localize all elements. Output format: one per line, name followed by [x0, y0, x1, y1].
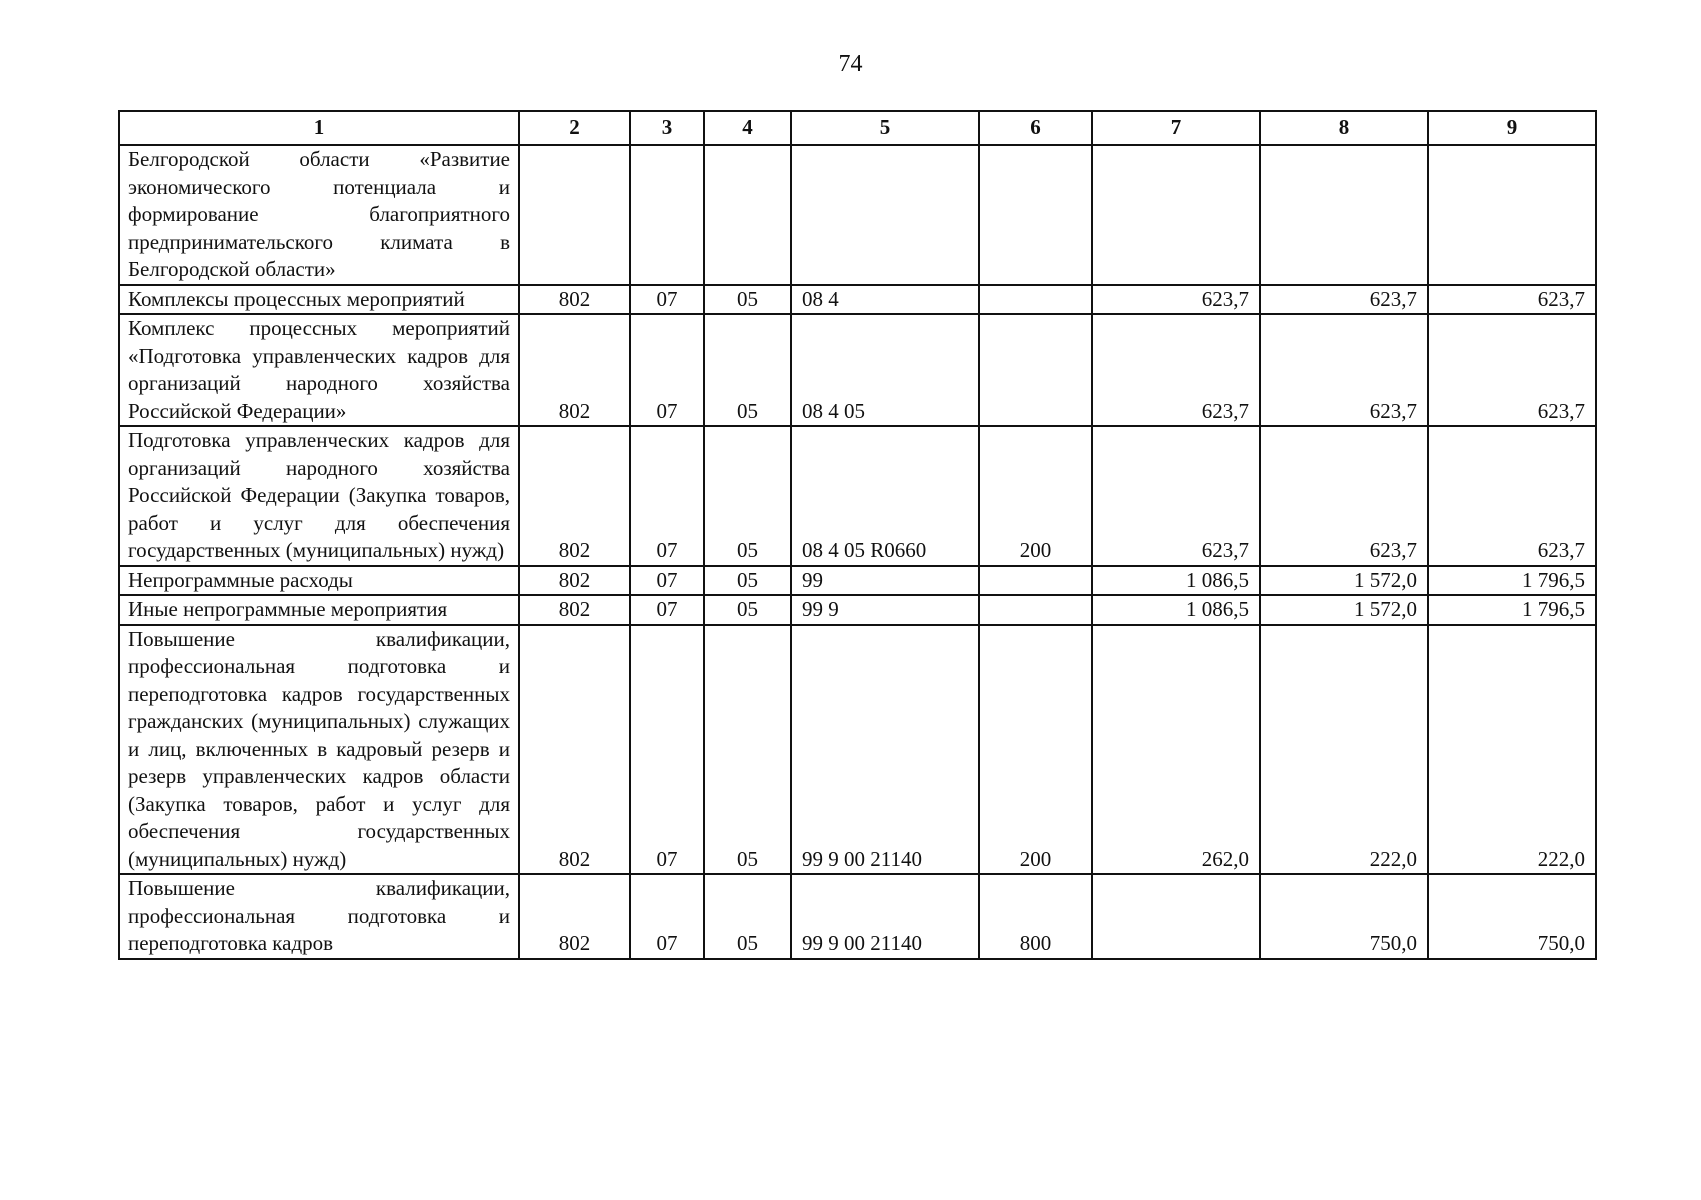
amount-col8-cell: 1 572,0: [1260, 566, 1428, 596]
row-name-cell: Непрограммные расходы: [119, 566, 519, 596]
owner-code-cell: 802: [519, 426, 630, 566]
budget-table: [118, 110, 1597, 960]
table-row: [119, 595, 1596, 625]
amount-col9-cell: 623,7: [1428, 314, 1596, 426]
expense-type-cell: 200: [979, 426, 1092, 566]
expense-type-cell: 200: [979, 625, 1092, 875]
amount-col8-cell: 623,7: [1260, 285, 1428, 315]
owner-code-cell: 802: [519, 874, 630, 959]
amount-col9-cell: 222,0: [1428, 625, 1596, 875]
subsection-cell: 05: [704, 595, 791, 625]
expense-type-cell: [979, 285, 1092, 315]
amount-col9-cell: 623,7: [1428, 285, 1596, 315]
table-row: [119, 145, 1596, 285]
subsection-cell: 05: [704, 314, 791, 426]
amount-col8-cell: 623,7: [1260, 426, 1428, 566]
target-article-cell: 99 9 00 21140: [791, 625, 979, 875]
amount-col7-cell: [1092, 145, 1260, 285]
section-cell: 07: [630, 314, 704, 426]
target-article-cell: 08 4 05 R0660: [791, 426, 979, 566]
target-article-cell: 08 4: [791, 285, 979, 315]
amount-col7-cell: 623,7: [1092, 314, 1260, 426]
table-row: [119, 426, 1596, 566]
amount-col7-cell: 623,7: [1092, 426, 1260, 566]
row-name-cell: Комплексы процессных мероприятий: [119, 285, 519, 315]
row-name-cell: Белгородской области «Развитие экономического потенциала и формирование благоприятного предпринимательского климата в Белгородской области»: [119, 145, 519, 285]
target-article-cell: 08 4 05: [791, 314, 979, 426]
subsection-cell: 05: [704, 285, 791, 315]
header-cell-9: 9: [1428, 111, 1596, 145]
target-article-cell: [791, 145, 979, 285]
header-cell-2: 2: [519, 111, 630, 145]
header-cell-5: 5: [791, 111, 979, 145]
table-row: [119, 874, 1596, 959]
amount-col7-cell: 1 086,5: [1092, 566, 1260, 596]
amount-col7-cell: 262,0: [1092, 625, 1260, 875]
amount-col8-cell: 1 572,0: [1260, 595, 1428, 625]
amount-col8-cell: 623,7: [1260, 314, 1428, 426]
page-number: 74: [838, 51, 863, 77]
owner-code-cell: 802: [519, 566, 630, 596]
target-article-cell: 99: [791, 566, 979, 596]
expense-type-cell: 800: [979, 874, 1092, 959]
section-cell: 07: [630, 285, 704, 315]
header-cell-1: 1: [119, 111, 519, 145]
owner-code-cell: 802: [519, 625, 630, 875]
row-name-cell: Повышение квалификации, профессиональная подготовка и переподготовка кадров государственных гражданских (муниципальных) служащих и лиц, включенных в кадровый резерв и резерв управленческих кадров области (Закупка товаров, работ и услуг для обеспечения государственных (муниципальных) нужд): [119, 625, 519, 875]
header-row: [119, 111, 1596, 145]
section-cell: 07: [630, 595, 704, 625]
subsection-cell: 05: [704, 566, 791, 596]
expense-type-cell: [979, 595, 1092, 625]
header-cell-6: 6: [979, 111, 1092, 145]
owner-code-cell: 802: [519, 285, 630, 315]
header-cell-8: 8: [1260, 111, 1428, 145]
amount-col9-cell: 623,7: [1428, 426, 1596, 566]
header-cell-4: 4: [704, 111, 791, 145]
subsection-cell: 05: [704, 426, 791, 566]
amount-col8-cell: 750,0: [1260, 874, 1428, 959]
table-row: [119, 314, 1596, 426]
section-cell: 07: [630, 625, 704, 875]
table-row: [119, 566, 1596, 596]
section-cell: 07: [630, 566, 704, 596]
target-article-cell: 99 9: [791, 595, 979, 625]
amount-col7-cell: [1092, 874, 1260, 959]
header-cell-7: 7: [1092, 111, 1260, 145]
section-cell: 07: [630, 874, 704, 959]
expense-type-cell: [979, 314, 1092, 426]
table-row: [119, 285, 1596, 315]
owner-code-cell: 802: [519, 314, 630, 426]
amount-col9-cell: [1428, 145, 1596, 285]
amount-col9-cell: 1 796,5: [1428, 595, 1596, 625]
row-name-cell: Иные непрограммные мероприятия: [119, 595, 519, 625]
row-name-cell: Подготовка управленческих кадров для организаций народного хозяйства Российской Федерации (Закупка товаров, работ и услуг для обеспечения государственных (муниципальных) нужд): [119, 426, 519, 566]
amount-col9-cell: 1 796,5: [1428, 566, 1596, 596]
amount-col9-cell: 750,0: [1428, 874, 1596, 959]
row-name-cell: Повышение квалификации, профессиональная подготовка и переподготовка кадров: [119, 874, 519, 959]
amount-col7-cell: 1 086,5: [1092, 595, 1260, 625]
owner-code-cell: 802: [519, 595, 630, 625]
amount-col8-cell: [1260, 145, 1428, 285]
table-row: [119, 625, 1596, 875]
subsection-cell: [704, 145, 791, 285]
subsection-cell: 05: [704, 874, 791, 959]
subsection-cell: 05: [704, 625, 791, 875]
amount-col7-cell: 623,7: [1092, 285, 1260, 315]
owner-code-cell: [519, 145, 630, 285]
row-name-cell: Комплекс процессных мероприятий «Подготовка управленческих кадров для организаций народного хозяйства Российской Федерации»: [119, 314, 519, 426]
header-cell-3: 3: [630, 111, 704, 145]
section-cell: 07: [630, 426, 704, 566]
expense-type-cell: [979, 566, 1092, 596]
amount-col8-cell: 222,0: [1260, 625, 1428, 875]
expense-type-cell: [979, 145, 1092, 285]
target-article-cell: 99 9 00 21140: [791, 874, 979, 959]
section-cell: [630, 145, 704, 285]
